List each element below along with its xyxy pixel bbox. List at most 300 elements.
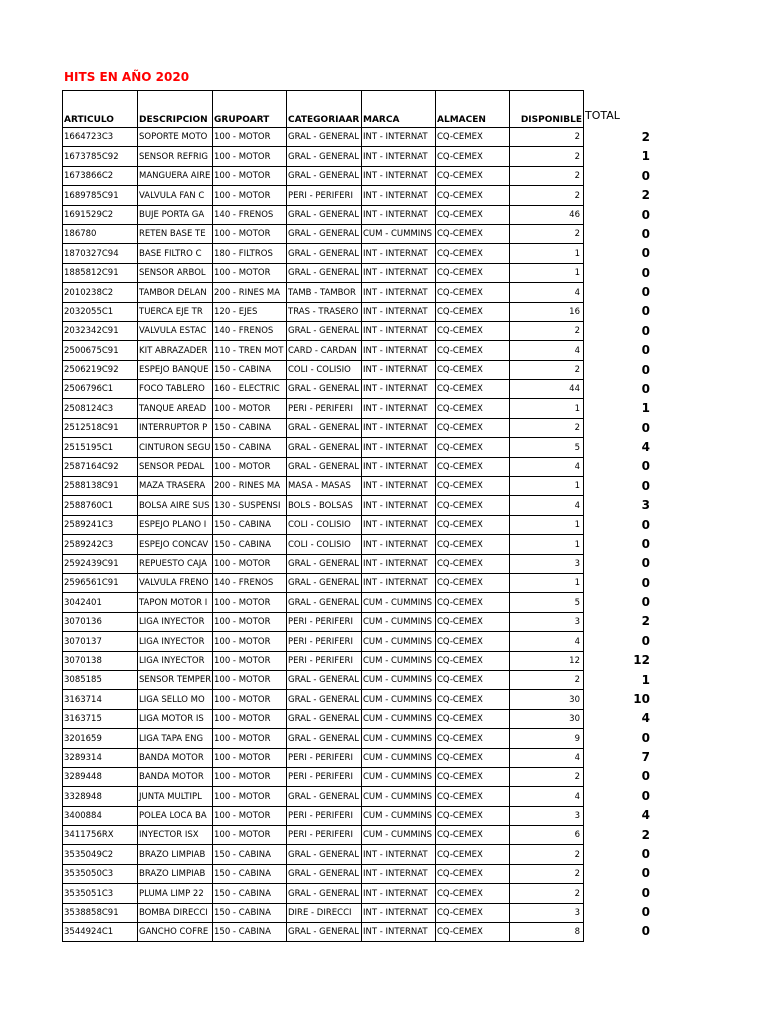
table-cell[interactable]: 3070136	[63, 612, 138, 631]
table-cell[interactable]: GRAL - GENERAL	[287, 224, 362, 243]
table-cell[interactable]: TAPON MOTOR I	[138, 593, 213, 612]
table-cell[interactable]: GRAL - GENERAL	[287, 205, 362, 224]
table-cell[interactable]: 3201659	[63, 729, 138, 748]
table-cell[interactable]: 200 - RINES MA	[213, 477, 287, 496]
table-cell[interactable]: LIGA INYECTOR	[138, 612, 213, 631]
table-cell[interactable]: 1885812C91	[63, 263, 138, 282]
table-cell[interactable]: 160 - ELECTRIC	[213, 380, 287, 399]
table-cell[interactable]: 3	[510, 903, 584, 922]
table-cell[interactable]: INT - INTERNAT	[362, 302, 436, 321]
table-cell[interactable]: INT - INTERNAT	[362, 496, 436, 515]
table-cell[interactable]: GRAL - GENERAL	[287, 690, 362, 709]
table-cell[interactable]: CUM - CUMMINS	[362, 593, 436, 612]
table-cell[interactable]: MASA - MASAS	[287, 477, 362, 496]
total-value[interactable]: 0	[641, 846, 650, 861]
table-cell[interactable]: CINTURON SEGU	[138, 438, 213, 457]
total-value[interactable]: 0	[641, 478, 650, 493]
table-cell[interactable]: 1	[510, 477, 584, 496]
table-cell[interactable]: 2589242C3	[63, 535, 138, 554]
table-cell[interactable]: CUM - CUMMINS	[362, 767, 436, 786]
table-cell[interactable]: 2587164C92	[63, 457, 138, 476]
table-cell[interactable]: KIT ABRAZADER	[138, 341, 213, 360]
table-cell[interactable]: INT - INTERNAT	[362, 554, 436, 573]
table-cell[interactable]: INYECTOR ISX	[138, 826, 213, 845]
total-value[interactable]: 4	[641, 808, 650, 823]
table-cell[interactable]: 2508124C3	[63, 399, 138, 418]
table-cell[interactable]: 100 - MOTOR	[213, 593, 287, 612]
table-cell[interactable]: COLI - COLISIO	[287, 515, 362, 534]
total-value[interactable]: 0	[641, 265, 650, 280]
table-cell[interactable]: CUM - CUMMINS	[362, 787, 436, 806]
table-cell[interactable]: CQ-CEMEX	[436, 729, 510, 748]
table-cell[interactable]: CQ-CEMEX	[436, 418, 510, 437]
total-value[interactable]: 0	[641, 536, 650, 551]
total-value[interactable]: 0	[641, 207, 650, 222]
table-cell[interactable]: GRAL - GENERAL	[287, 845, 362, 864]
total-value[interactable]: 0	[641, 246, 650, 261]
table-cell[interactable]: INT - INTERNAT	[362, 535, 436, 554]
table-cell[interactable]: 100 - MOTOR	[213, 670, 287, 689]
table-cell[interactable]: INT - INTERNAT	[362, 864, 436, 883]
table-cell[interactable]: 2506219C92	[63, 360, 138, 379]
table-cell[interactable]: CQ-CEMEX	[436, 496, 510, 515]
total-value[interactable]: 0	[641, 226, 650, 241]
table-cell[interactable]: BOMBA DIRECCI	[138, 903, 213, 922]
total-value[interactable]: 0	[641, 343, 650, 358]
table-cell[interactable]: 3	[510, 612, 584, 631]
table-cell[interactable]: 100 - MOTOR	[213, 767, 287, 786]
table-cell[interactable]: CUM - CUMMINS	[362, 632, 436, 651]
table-cell[interactable]: DIRE - DIRECCI	[287, 903, 362, 922]
table-cell[interactable]: 1	[510, 573, 584, 592]
table-cell[interactable]: BRAZO LIMPIAB	[138, 864, 213, 883]
table-cell[interactable]: 2596561C91	[63, 573, 138, 592]
table-cell[interactable]: 1689785C91	[63, 186, 138, 205]
table-cell[interactable]: 2592439C91	[63, 554, 138, 573]
table-cell[interactable]: PERI - PERIFERI	[287, 748, 362, 767]
table-cell[interactable]: 3	[510, 554, 584, 573]
table-cell[interactable]: SENSOR ARBOL	[138, 263, 213, 282]
table-cell[interactable]: 3544924C1	[63, 923, 138, 942]
table-cell[interactable]: 3070137	[63, 632, 138, 651]
column-header[interactable]: CATEGORIAAR	[287, 91, 362, 128]
table-cell[interactable]: GANCHO COFRE	[138, 923, 213, 942]
table-cell[interactable]: CQ-CEMEX	[436, 651, 510, 670]
table-cell[interactable]: 180 - FILTROS	[213, 244, 287, 263]
table-cell[interactable]: 3042401	[63, 593, 138, 612]
total-value[interactable]: 3	[641, 498, 650, 513]
table-cell[interactable]: 8	[510, 923, 584, 942]
table-cell[interactable]: TAMB - TAMBOR	[287, 283, 362, 302]
table-cell[interactable]: 100 - MOTOR	[213, 632, 287, 651]
table-cell[interactable]: 2	[510, 166, 584, 185]
table-cell[interactable]: CQ-CEMEX	[436, 612, 510, 631]
total-value[interactable]: 2	[641, 614, 650, 629]
table-cell[interactable]: TAMBOR DELAN	[138, 283, 213, 302]
table-cell[interactable]: 3535051C3	[63, 884, 138, 903]
table-cell[interactable]: MANGUERA AIRE	[138, 166, 213, 185]
table-cell[interactable]: 100 - MOTOR	[213, 826, 287, 845]
total-value[interactable]: 0	[641, 633, 650, 648]
table-cell[interactable]: 100 - MOTOR	[213, 554, 287, 573]
table-cell[interactable]: PERI - PERIFERI	[287, 826, 362, 845]
table-cell[interactable]: INT - INTERNAT	[362, 923, 436, 942]
table-cell[interactable]: PLUMA LIMP 22	[138, 884, 213, 903]
table-cell[interactable]: INT - INTERNAT	[362, 128, 436, 147]
table-cell[interactable]: 5	[510, 593, 584, 612]
table-cell[interactable]: 100 - MOTOR	[213, 399, 287, 418]
table-cell[interactable]: 4	[510, 496, 584, 515]
table-cell[interactable]: 186780	[63, 224, 138, 243]
table-cell[interactable]: CQ-CEMEX	[436, 380, 510, 399]
table-cell[interactable]: CQ-CEMEX	[436, 457, 510, 476]
column-header[interactable]: DISPONIBLE	[510, 91, 584, 128]
table-cell[interactable]: VALVULA FRENO	[138, 573, 213, 592]
table-cell[interactable]: INT - INTERNAT	[362, 845, 436, 864]
table-cell[interactable]: BANDA MOTOR	[138, 767, 213, 786]
table-cell[interactable]: PERI - PERIFERI	[287, 767, 362, 786]
table-cell[interactable]: CQ-CEMEX	[436, 186, 510, 205]
total-value[interactable]: 0	[641, 517, 650, 532]
table-cell[interactable]: GRAL - GENERAL	[287, 884, 362, 903]
table-cell[interactable]: 140 - FRENOS	[213, 573, 287, 592]
table-cell[interactable]: 100 - MOTOR	[213, 748, 287, 767]
table-cell[interactable]: INT - INTERNAT	[362, 283, 436, 302]
table-cell[interactable]: CQ-CEMEX	[436, 166, 510, 185]
table-cell[interactable]: 1673866C2	[63, 166, 138, 185]
table-cell[interactable]: INT - INTERNAT	[362, 263, 436, 282]
table-cell[interactable]: 100 - MOTOR	[213, 147, 287, 166]
table-cell[interactable]: CQ-CEMEX	[436, 147, 510, 166]
table-cell[interactable]: 100 - MOTOR	[213, 128, 287, 147]
table-cell[interactable]: 1	[510, 399, 584, 418]
table-cell[interactable]: 150 - CABINA	[213, 864, 287, 883]
table-cell[interactable]: 1673785C92	[63, 147, 138, 166]
table-cell[interactable]: 100 - MOTOR	[213, 612, 287, 631]
table-cell[interactable]: 2588760C1	[63, 496, 138, 515]
table-cell[interactable]: GRAL - GENERAL	[287, 457, 362, 476]
table-cell[interactable]: 150 - CABINA	[213, 845, 287, 864]
table-cell[interactable]: TANQUE AREAD	[138, 399, 213, 418]
table-cell[interactable]: BASE FILTRO C	[138, 244, 213, 263]
table-cell[interactable]: 150 - CABINA	[213, 884, 287, 903]
table-cell[interactable]: 3535049C2	[63, 845, 138, 864]
table-cell[interactable]: 3289448	[63, 767, 138, 786]
table-cell[interactable]: LIGA INYECTOR	[138, 651, 213, 670]
table-cell[interactable]: COLI - COLISIO	[287, 535, 362, 554]
table-cell[interactable]: GRAL - GENERAL	[287, 263, 362, 282]
table-cell[interactable]: INT - INTERNAT	[362, 341, 436, 360]
table-cell[interactable]: CQ-CEMEX	[436, 205, 510, 224]
table-cell[interactable]: 44	[510, 380, 584, 399]
table-cell[interactable]: 100 - MOTOR	[213, 690, 287, 709]
table-cell[interactable]: INT - INTERNAT	[362, 147, 436, 166]
column-header[interactable]: DESCRIPCION	[138, 91, 213, 128]
table-cell[interactable]: 100 - MOTOR	[213, 787, 287, 806]
table-cell[interactable]: GRAL - GENERAL	[287, 864, 362, 883]
table-cell[interactable]: 5	[510, 438, 584, 457]
table-cell[interactable]: CQ-CEMEX	[436, 283, 510, 302]
table-cell[interactable]: 2032342C91	[63, 321, 138, 340]
table-cell[interactable]: GRAL - GENERAL	[287, 321, 362, 340]
table-cell[interactable]: CQ-CEMEX	[436, 632, 510, 651]
total-value[interactable]: 0	[641, 905, 650, 919]
table-cell[interactable]: GRAL - GENERAL	[287, 729, 362, 748]
table-cell[interactable]: 1	[510, 535, 584, 554]
table-cell[interactable]: 2	[510, 670, 584, 689]
table-cell[interactable]: GRAL - GENERAL	[287, 166, 362, 185]
table-cell[interactable]: 12	[510, 651, 584, 670]
total-value[interactable]: 12	[633, 653, 650, 668]
table-cell[interactable]: CUM - CUMMINS	[362, 806, 436, 825]
table-cell[interactable]: CQ-CEMEX	[436, 670, 510, 689]
total-column-header[interactable]: TOTAL	[585, 109, 620, 122]
table-cell[interactable]: 150 - CABINA	[213, 903, 287, 922]
table-cell[interactable]: 2	[510, 128, 584, 147]
table-cell[interactable]: COLI - COLISIO	[287, 360, 362, 379]
table-cell[interactable]: LIGA SELLO MO	[138, 690, 213, 709]
table-cell[interactable]: CQ-CEMEX	[436, 302, 510, 321]
table-cell[interactable]: ESPEJO BANQUE	[138, 360, 213, 379]
table-cell[interactable]: 16	[510, 302, 584, 321]
table-cell[interactable]: CQ-CEMEX	[436, 903, 510, 922]
column-header[interactable]: ALMACEN	[436, 91, 510, 128]
total-value[interactable]: 2	[641, 130, 650, 144]
table-cell[interactable]: PERI - PERIFERI	[287, 186, 362, 205]
table-cell[interactable]: CQ-CEMEX	[436, 748, 510, 767]
table-cell[interactable]: 2	[510, 767, 584, 786]
table-cell[interactable]: 3535050C3	[63, 864, 138, 883]
table-cell[interactable]: CQ-CEMEX	[436, 864, 510, 883]
table-cell[interactable]: 2506796C1	[63, 380, 138, 399]
table-cell[interactable]: GRAL - GENERAL	[287, 670, 362, 689]
table-cell[interactable]: GRAL - GENERAL	[287, 554, 362, 573]
table-cell[interactable]: 140 - FRENOS	[213, 205, 287, 224]
table-cell[interactable]: 2	[510, 864, 584, 883]
table-cell[interactable]: CQ-CEMEX	[436, 787, 510, 806]
table-cell[interactable]: GRAL - GENERAL	[287, 438, 362, 457]
table-cell[interactable]: GRAL - GENERAL	[287, 244, 362, 263]
table-cell[interactable]: 150 - CABINA	[213, 438, 287, 457]
table-cell[interactable]: ESPEJO PLANO I	[138, 515, 213, 534]
table-cell[interactable]: CQ-CEMEX	[436, 128, 510, 147]
table-cell[interactable]: CUM - CUMMINS	[362, 709, 436, 728]
table-cell[interactable]: GRAL - GENERAL	[287, 573, 362, 592]
table-cell[interactable]: SENSOR TEMPER	[138, 670, 213, 689]
total-value[interactable]: 0	[641, 556, 650, 571]
table-cell[interactable]: 2	[510, 224, 584, 243]
table-cell[interactable]: PERI - PERIFERI	[287, 399, 362, 418]
total-value[interactable]: 0	[641, 168, 650, 183]
table-cell[interactable]: INT - INTERNAT	[362, 321, 436, 340]
table-cell[interactable]: GRAL - GENERAL	[287, 593, 362, 612]
total-value[interactable]: 0	[641, 788, 650, 803]
table-cell[interactable]: INT - INTERNAT	[362, 438, 436, 457]
table-cell[interactable]: 3538858C91	[63, 903, 138, 922]
table-cell[interactable]: ESPEJO CONCAV	[138, 535, 213, 554]
table-cell[interactable]: CQ-CEMEX	[436, 709, 510, 728]
table-cell[interactable]: 100 - MOTOR	[213, 729, 287, 748]
table-cell[interactable]: 2032055C1	[63, 302, 138, 321]
table-cell[interactable]: TUERCA EJE TR	[138, 302, 213, 321]
table-cell[interactable]: RETEN BASE TE	[138, 224, 213, 243]
table-cell[interactable]: INTERRUPTOR P	[138, 418, 213, 437]
table-cell[interactable]: GRAL - GENERAL	[287, 923, 362, 942]
table-cell[interactable]: 4	[510, 632, 584, 651]
table-cell[interactable]: 3411756RX	[63, 826, 138, 845]
table-cell[interactable]: 1	[510, 515, 584, 534]
table-cell[interactable]: CQ-CEMEX	[436, 826, 510, 845]
table-cell[interactable]: 150 - CABINA	[213, 418, 287, 437]
column-header[interactable]: GRUPOART	[213, 91, 287, 128]
table-cell[interactable]: 100 - MOTOR	[213, 263, 287, 282]
table-cell[interactable]: 4	[510, 748, 584, 767]
total-value[interactable]: 1	[641, 149, 650, 164]
table-cell[interactable]: 100 - MOTOR	[213, 806, 287, 825]
table-cell[interactable]: LIGA MOTOR IS	[138, 709, 213, 728]
table-cell[interactable]: 2010238C2	[63, 283, 138, 302]
column-header[interactable]: MARCA	[362, 91, 436, 128]
table-cell[interactable]: PERI - PERIFERI	[287, 806, 362, 825]
total-value[interactable]: 0	[641, 323, 650, 338]
table-cell[interactable]: 2588138C91	[63, 477, 138, 496]
table-cell[interactable]: 2515195C1	[63, 438, 138, 457]
table-cell[interactable]: CUM - CUMMINS	[362, 729, 436, 748]
table-cell[interactable]: CQ-CEMEX	[436, 399, 510, 418]
table-cell[interactable]: 100 - MOTOR	[213, 651, 287, 670]
table-cell[interactable]: 4	[510, 457, 584, 476]
table-cell[interactable]: CQ-CEMEX	[436, 593, 510, 612]
table-cell[interactable]: 3	[510, 806, 584, 825]
table-cell[interactable]: GRAL - GENERAL	[287, 380, 362, 399]
total-value[interactable]: 0	[641, 885, 650, 900]
table-cell[interactable]: CQ-CEMEX	[436, 554, 510, 573]
table-cell[interactable]: INT - INTERNAT	[362, 884, 436, 903]
table-cell[interactable]: CQ-CEMEX	[436, 477, 510, 496]
table-cell[interactable]: LIGA INYECTOR	[138, 632, 213, 651]
table-cell[interactable]: 150 - CABINA	[213, 515, 287, 534]
table-cell[interactable]: BANDA MOTOR	[138, 748, 213, 767]
table-cell[interactable]: CUM - CUMMINS	[362, 826, 436, 845]
total-value[interactable]: 0	[641, 420, 650, 435]
table-cell[interactable]: 110 - TREN MOT	[213, 341, 287, 360]
table-cell[interactable]: GRAL - GENERAL	[287, 418, 362, 437]
table-cell[interactable]: CQ-CEMEX	[436, 845, 510, 864]
table-cell[interactable]: 2512518C91	[63, 418, 138, 437]
table-cell[interactable]: BRAZO LIMPIAB	[138, 845, 213, 864]
table-cell[interactable]: 3085185	[63, 670, 138, 689]
table-cell[interactable]: 140 - FRENOS	[213, 321, 287, 340]
table-cell[interactable]: CQ-CEMEX	[436, 224, 510, 243]
table-cell[interactable]: GRAL - GENERAL	[287, 128, 362, 147]
table-cell[interactable]: CQ-CEMEX	[436, 515, 510, 534]
table-cell[interactable]: 3163715	[63, 709, 138, 728]
table-cell[interactable]: LIGA TAPA ENG	[138, 729, 213, 748]
table-cell[interactable]: 100 - MOTOR	[213, 186, 287, 205]
table-cell[interactable]: VALVULA ESTAC	[138, 321, 213, 340]
total-value[interactable]: 4	[641, 440, 650, 454]
total-value[interactable]: 0	[641, 924, 650, 939]
table-cell[interactable]: INT - INTERNAT	[362, 205, 436, 224]
total-value[interactable]: 1	[641, 672, 650, 687]
table-cell[interactable]: CUM - CUMMINS	[362, 612, 436, 631]
table-cell[interactable]: BUJE PORTA GA	[138, 205, 213, 224]
table-cell[interactable]: CQ-CEMEX	[436, 244, 510, 263]
table-cell[interactable]: BOLSA AIRE SUS	[138, 496, 213, 515]
total-value[interactable]: 2	[641, 188, 650, 203]
total-value[interactable]: 0	[641, 381, 650, 396]
column-header[interactable]: ARTICULO	[63, 91, 138, 128]
table-cell[interactable]: POLEA LOCA BA	[138, 806, 213, 825]
total-value[interactable]: 0	[641, 575, 650, 590]
table-cell[interactable]: CQ-CEMEX	[436, 341, 510, 360]
table-cell[interactable]: CQ-CEMEX	[436, 360, 510, 379]
total-value[interactable]: 10	[633, 691, 650, 706]
table-cell[interactable]: INT - INTERNAT	[362, 573, 436, 592]
table-cell[interactable]: 100 - MOTOR	[213, 457, 287, 476]
table-cell[interactable]: CQ-CEMEX	[436, 263, 510, 282]
table-cell[interactable]: CQ-CEMEX	[436, 806, 510, 825]
table-cell[interactable]: TRAS - TRASERO	[287, 302, 362, 321]
table-cell[interactable]: 3070138	[63, 651, 138, 670]
table-cell[interactable]: VALVULA FAN C	[138, 186, 213, 205]
table-cell[interactable]: FOCO TABLERO	[138, 380, 213, 399]
table-cell[interactable]: 2589241C3	[63, 515, 138, 534]
table-cell[interactable]: 3289314	[63, 748, 138, 767]
table-cell[interactable]: CQ-CEMEX	[436, 690, 510, 709]
table-cell[interactable]: CARD - CARDAN	[287, 341, 362, 360]
total-value[interactable]: 0	[641, 459, 650, 474]
table-cell[interactable]: 2	[510, 186, 584, 205]
table-cell[interactable]: 2	[510, 360, 584, 379]
table-cell[interactable]: INT - INTERNAT	[362, 457, 436, 476]
table-cell[interactable]: 2	[510, 147, 584, 166]
table-cell[interactable]: INT - INTERNAT	[362, 418, 436, 437]
total-value[interactable]: 0	[641, 285, 650, 299]
table-cell[interactable]: CQ-CEMEX	[436, 438, 510, 457]
table-cell[interactable]: CUM - CUMMINS	[362, 690, 436, 709]
table-cell[interactable]: 100 - MOTOR	[213, 166, 287, 185]
table-cell[interactable]: INT - INTERNAT	[362, 186, 436, 205]
total-value[interactable]: 0	[641, 362, 650, 377]
table-cell[interactable]: 3163714	[63, 690, 138, 709]
table-cell[interactable]: 150 - CABINA	[213, 360, 287, 379]
table-cell[interactable]: 2	[510, 321, 584, 340]
table-cell[interactable]: 100 - MOTOR	[213, 224, 287, 243]
table-cell[interactable]: INT - INTERNAT	[362, 166, 436, 185]
table-cell[interactable]: 4	[510, 787, 584, 806]
table-cell[interactable]: 2	[510, 884, 584, 903]
table-cell[interactable]: 150 - CABINA	[213, 535, 287, 554]
table-cell[interactable]: CQ-CEMEX	[436, 767, 510, 786]
table-cell[interactable]: BOLS - BOLSAS	[287, 496, 362, 515]
table-cell[interactable]: INT - INTERNAT	[362, 903, 436, 922]
table-cell[interactable]: CQ-CEMEX	[436, 923, 510, 942]
table-cell[interactable]: CUM - CUMMINS	[362, 651, 436, 670]
total-value[interactable]: 0	[641, 769, 650, 784]
total-value[interactable]: 0	[641, 730, 650, 745]
table-cell[interactable]: CQ-CEMEX	[436, 535, 510, 554]
table-cell[interactable]: 6	[510, 826, 584, 845]
table-cell[interactable]: GRAL - GENERAL	[287, 147, 362, 166]
table-cell[interactable]: CQ-CEMEX	[436, 884, 510, 903]
table-cell[interactable]: 1	[510, 263, 584, 282]
table-cell[interactable]: 130 - SUSPENSI	[213, 496, 287, 515]
table-cell[interactable]: MAZA TRASERA	[138, 477, 213, 496]
table-cell[interactable]: CUM - CUMMINS	[362, 670, 436, 689]
table-cell[interactable]: SENSOR REFRIG	[138, 147, 213, 166]
table-cell[interactable]: GRAL - GENERAL	[287, 787, 362, 806]
